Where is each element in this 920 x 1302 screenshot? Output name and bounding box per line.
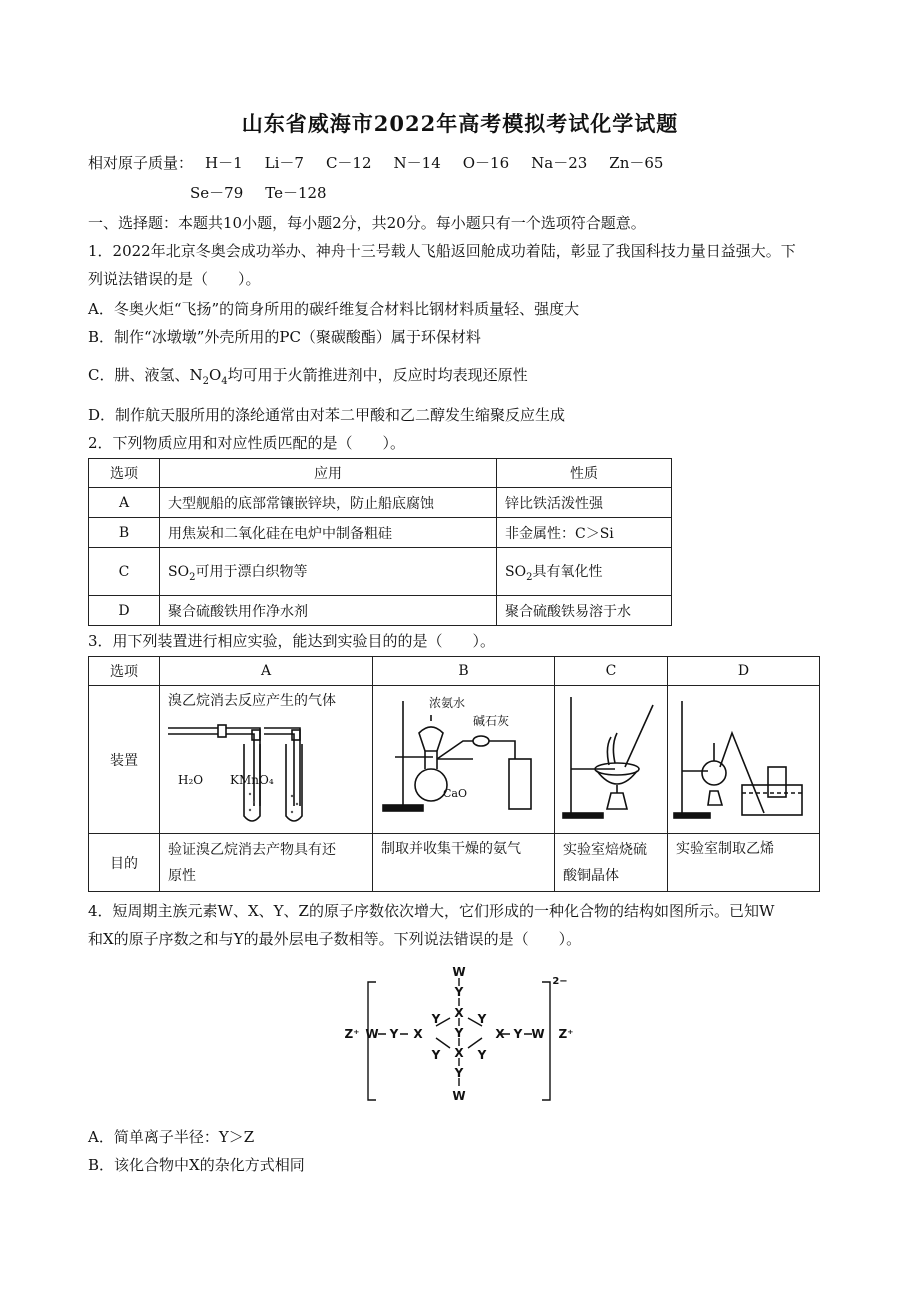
svg-text:W: W	[452, 1089, 466, 1103]
apparatus-b-drawing	[373, 687, 553, 833]
svg-text:Y: Y	[477, 1048, 487, 1062]
q4-option-b: B．该化合物中X的杂化方式相同	[88, 1156, 305, 1174]
q3-stem: 3．用下列装置进行相应实验，能达到实验目的的是（ ）。	[88, 632, 496, 650]
q1-stem: 1．2022年北京冬奥会成功举办、神舟十三号载人飞船返回舱成功着陆，彰显了我国科技力量日益强大。下	[88, 242, 796, 260]
q4-stem-cont: 和X的原子序数之和与Y的最外层电子数相等。下列说法错误的是（ ）。	[88, 930, 582, 948]
apparatus-b	[373, 686, 555, 834]
svg-text:Z⁺: Z⁺	[558, 1027, 574, 1041]
svg-text:Y: Y	[513, 1027, 523, 1041]
svg-text:Y: Y	[389, 1027, 399, 1041]
svg-text:X: X	[454, 1046, 464, 1060]
table-row: C $SO_2$可用于漂白织物等 $SO_2$具有氧化性	[89, 548, 672, 596]
svg-text:W: W	[531, 1027, 545, 1041]
svg-text:Y: Y	[431, 1048, 441, 1062]
section-heading: 一、选择题：本题共10小题，每小题2分，共20分。每小题只有一个选项符合题意。	[88, 214, 646, 232]
atomic-mass-label: 相对原子质量：	[88, 154, 194, 172]
apparatus-a: 溴乙烷消去反应产生的气体 H₂O KMnO₄	[160, 686, 373, 834]
table-row: B 用焦炭和二氧化硅在电炉中制备粗硅 非金属性：C＞Si	[89, 518, 672, 548]
q4-option-a: A．简单离子半径：Y＞Z	[88, 1128, 255, 1146]
svg-text:2−: 2−	[552, 976, 568, 987]
svg-text:Y: Y	[477, 1012, 487, 1026]
svg-text:Y: Y	[454, 1026, 464, 1040]
label-cao: CaO	[443, 786, 467, 800]
table-row: A 大型舰船的底部常镶嵌锌块，防止船底腐蚀 锌比铁活泼性强	[89, 488, 672, 518]
svg-text:X: X	[413, 1027, 423, 1041]
svg-text:W: W	[452, 965, 466, 979]
label-kmno4: KMnO₄	[230, 773, 274, 787]
label-soda-lime: 碱石灰	[473, 713, 510, 728]
q1-option-a: A．冬奥火炬“飞扬”的筒身所用的碳纤维复合材料比钢材料质量轻、强度大	[88, 300, 580, 318]
q1-stem-cont: 列说法错误的是（ ）。	[88, 270, 261, 288]
apparatus-d	[668, 686, 820, 834]
page-title: 山东省威海市2022年高考模拟考试化学试题	[241, 111, 679, 136]
q3-table: 选项 A B C D 装置 溴乙烷消去反应产生的气体 H₂O KMnO₄ 浓氨水 碱石灰 CaO 目的 验证溴乙烷消去产物具有还 原性 制取并收集干燥的氨气 实验室焙烧硫 酸铜晶体 实验室制取乙烯	[88, 656, 820, 892]
q4-stem: 4．短周期主族元素W、X、Y、Z的原子序数依次增大，它们形成的一种化合物的结构如图所示。已知W	[88, 902, 775, 920]
label-h2o: H₂O	[178, 773, 204, 787]
q1-option-c: C．肼、液氢、$N_2O_4$均可用于火箭推进剂中，反应时均表现还原性	[88, 366, 528, 387]
svg-text:W: W	[365, 1027, 379, 1041]
svg-text:Y: Y	[431, 1012, 441, 1026]
structure-diagram	[340, 962, 580, 1107]
svg-text:Y: Y	[454, 985, 464, 999]
apparatus-c-drawing	[555, 687, 667, 833]
q2-table: 选项 应用 性质 A 大型舰船的底部常镶嵌锌块，防止船底腐蚀 锌比铁活泼性强 B 用焦炭和二氧化硅在电炉中制备粗硅 非金属性：C＞Si C $SO_2$可用于漂白织物等 $SO_2$具有氧化性 D 聚合硫酸铁用作净水剂 聚合硫酸铁易溶于水	[88, 458, 672, 626]
svg-text:Z⁺: Z⁺	[344, 1027, 360, 1041]
table-row: D 聚合硫酸铁用作净水剂 聚合硫酸铁易溶于水	[89, 596, 672, 626]
apparatus-a-drawing	[160, 714, 370, 832]
q2-stem: 2．下列物质应用和对应性质匹配的是（ ）。	[88, 434, 406, 452]
label-conc-ammonia: 浓氨水	[429, 695, 466, 710]
q1-option-b: B．制作“冰墩墩”外壳所用的PC（聚碳酸酯）属于环保材料	[88, 328, 481, 346]
svg-text:X: X	[495, 1027, 505, 1041]
atomic-mass-row2: Se－79 Te－128	[190, 184, 327, 202]
svg-text:Y: Y	[454, 1066, 464, 1080]
apparatus-d-drawing	[668, 687, 818, 833]
svg-text:X: X	[454, 1006, 464, 1020]
q1-option-d: D．制作航天服所用的涤纶通常由对苯二甲酸和乙二醇发生缩聚反应生成	[88, 406, 566, 424]
atomic-mass-row1: 相对原子质量： H－1 Li－7 C－12 N－14 O－16 Na－23 Zn－65	[88, 154, 664, 172]
apparatus-c	[555, 686, 668, 834]
